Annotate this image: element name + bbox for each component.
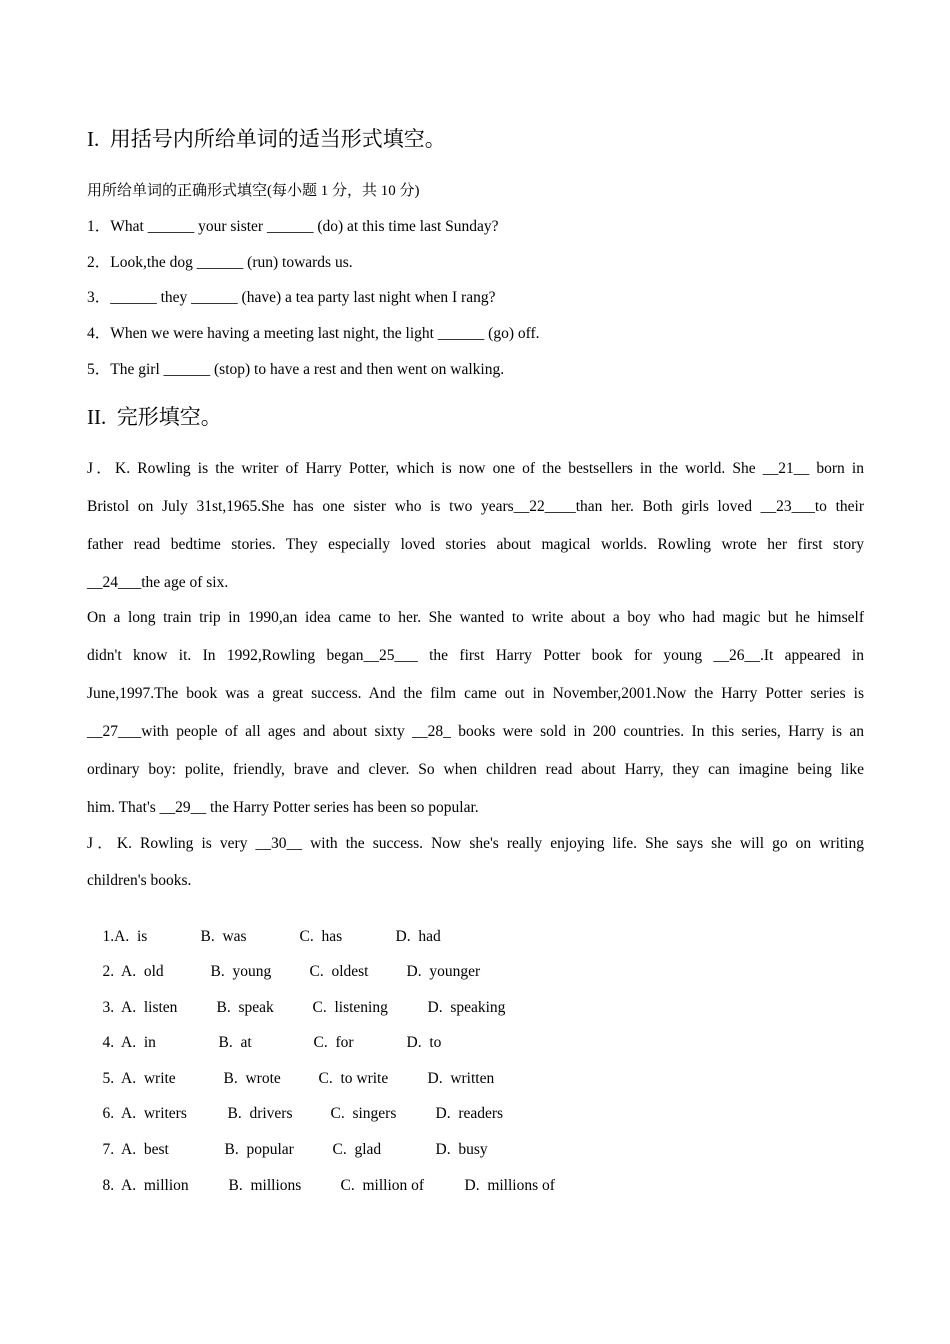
- passage-line: didn't know it. In 1992,Rowling began__25___ the first Harry Potter book for young __26__.It appeared in: [87, 647, 864, 664]
- section1-title: I. 用括号内所给单词的适当形式填空。: [87, 127, 446, 151]
- option-a: 5. A. write: [102, 1070, 176, 1087]
- passage-line: On a long train trip in 1990,an idea came to her. She wanted to write about a boy who had magic but he himself: [87, 609, 864, 626]
- option-c: C. singers: [330, 1105, 397, 1122]
- passage-line: ordinary boy: polite, friendly, brave and clever. So when children read about Harry, they can imagine being like: [87, 761, 864, 778]
- passage-line: J．K. Rowling is very __30__ with the success. Now she's really enjoying life. She says she will go on writing: [87, 835, 864, 852]
- question-5: 5．The girl ______ (stop) to have a rest and then went on walking.: [87, 361, 505, 378]
- option-b: B. millions: [228, 1177, 302, 1194]
- question-4: 4．When we were having a meeting last night, the light ______ (go) off.: [87, 325, 540, 342]
- option-b: B. at: [218, 1034, 252, 1051]
- option-b: B. wrote: [223, 1070, 281, 1087]
- option-a: 3. A. listen: [102, 999, 178, 1016]
- option-c: C. oldest: [309, 963, 369, 980]
- option-c: C. listening: [312, 999, 388, 1016]
- option-d: D. written: [427, 1070, 495, 1087]
- option-a: 6. A. writers: [102, 1105, 187, 1122]
- section2-title: II. 完形填空。: [87, 405, 222, 429]
- passage-line: June,1997.The book was a great success. And the film came out in November,2001.Now the Harry Potter series is: [87, 685, 864, 702]
- section1-subtitle: 用所给单词的正确形式填空(每小题 1 分，共 10 分): [87, 183, 420, 199]
- option-b: B. speak: [216, 999, 274, 1016]
- option-b: B. drivers: [227, 1105, 293, 1122]
- option-c: C. to write: [318, 1070, 389, 1087]
- passage-line: him. That's __29__ the Harry Potter series has been so popular.: [87, 799, 479, 816]
- option-d: D. millions of: [464, 1177, 555, 1194]
- option-d: D. to: [406, 1034, 442, 1051]
- option-a: 1.A. is: [102, 928, 148, 945]
- option-b: B. young: [210, 963, 272, 980]
- option-c: C. glad: [332, 1141, 382, 1158]
- option-b: B. was: [200, 928, 247, 945]
- passage-line: Bristol on July 31st,1965.She has one sister who is two years__22____than her. Both girls loved __23___to their: [87, 498, 864, 515]
- passage-line: father read bedtime stories. They especially loved stories about magical worlds. Rowling wrote her first story: [87, 536, 864, 553]
- passage-line: J．K. Rowling is the writer of Harry Potter, which is now one of the bestsellers in the world. She __21__ born in: [87, 460, 864, 477]
- option-d: D. readers: [435, 1105, 504, 1122]
- question-3: 3．______ they ______ (have) a tea party last night when I rang?: [87, 289, 496, 306]
- option-row-8: [87, 1156, 555, 1216]
- option-d: D. speaking: [427, 999, 506, 1016]
- passage-line: __27___with people of all ages and about sixty __28_ books were sold in 200 countries. In this series, Harry is an: [87, 723, 864, 740]
- option-c: C. million of: [340, 1177, 425, 1194]
- option-c: C. for: [313, 1034, 354, 1051]
- option-a: 4. A. in: [102, 1034, 156, 1051]
- option-d: D. had: [395, 928, 441, 945]
- passage-line: __24___the age of six.: [87, 574, 229, 591]
- option-a: 2. A. old: [102, 963, 164, 980]
- option-d: D. busy: [435, 1141, 488, 1158]
- passage-line: children's books.: [87, 872, 192, 889]
- option-a: 7. A. best: [102, 1141, 169, 1158]
- question-2: 2．Look,the dog ______ (run) towards us.: [87, 254, 353, 271]
- option-d: D. younger: [406, 963, 481, 980]
- option-c: C. has: [299, 928, 343, 945]
- question-1: 1．What ______ your sister ______ (do) at this time last Sunday?: [87, 218, 499, 235]
- option-b: B. popular: [224, 1141, 294, 1158]
- option-a: 8. A. million: [102, 1177, 189, 1194]
